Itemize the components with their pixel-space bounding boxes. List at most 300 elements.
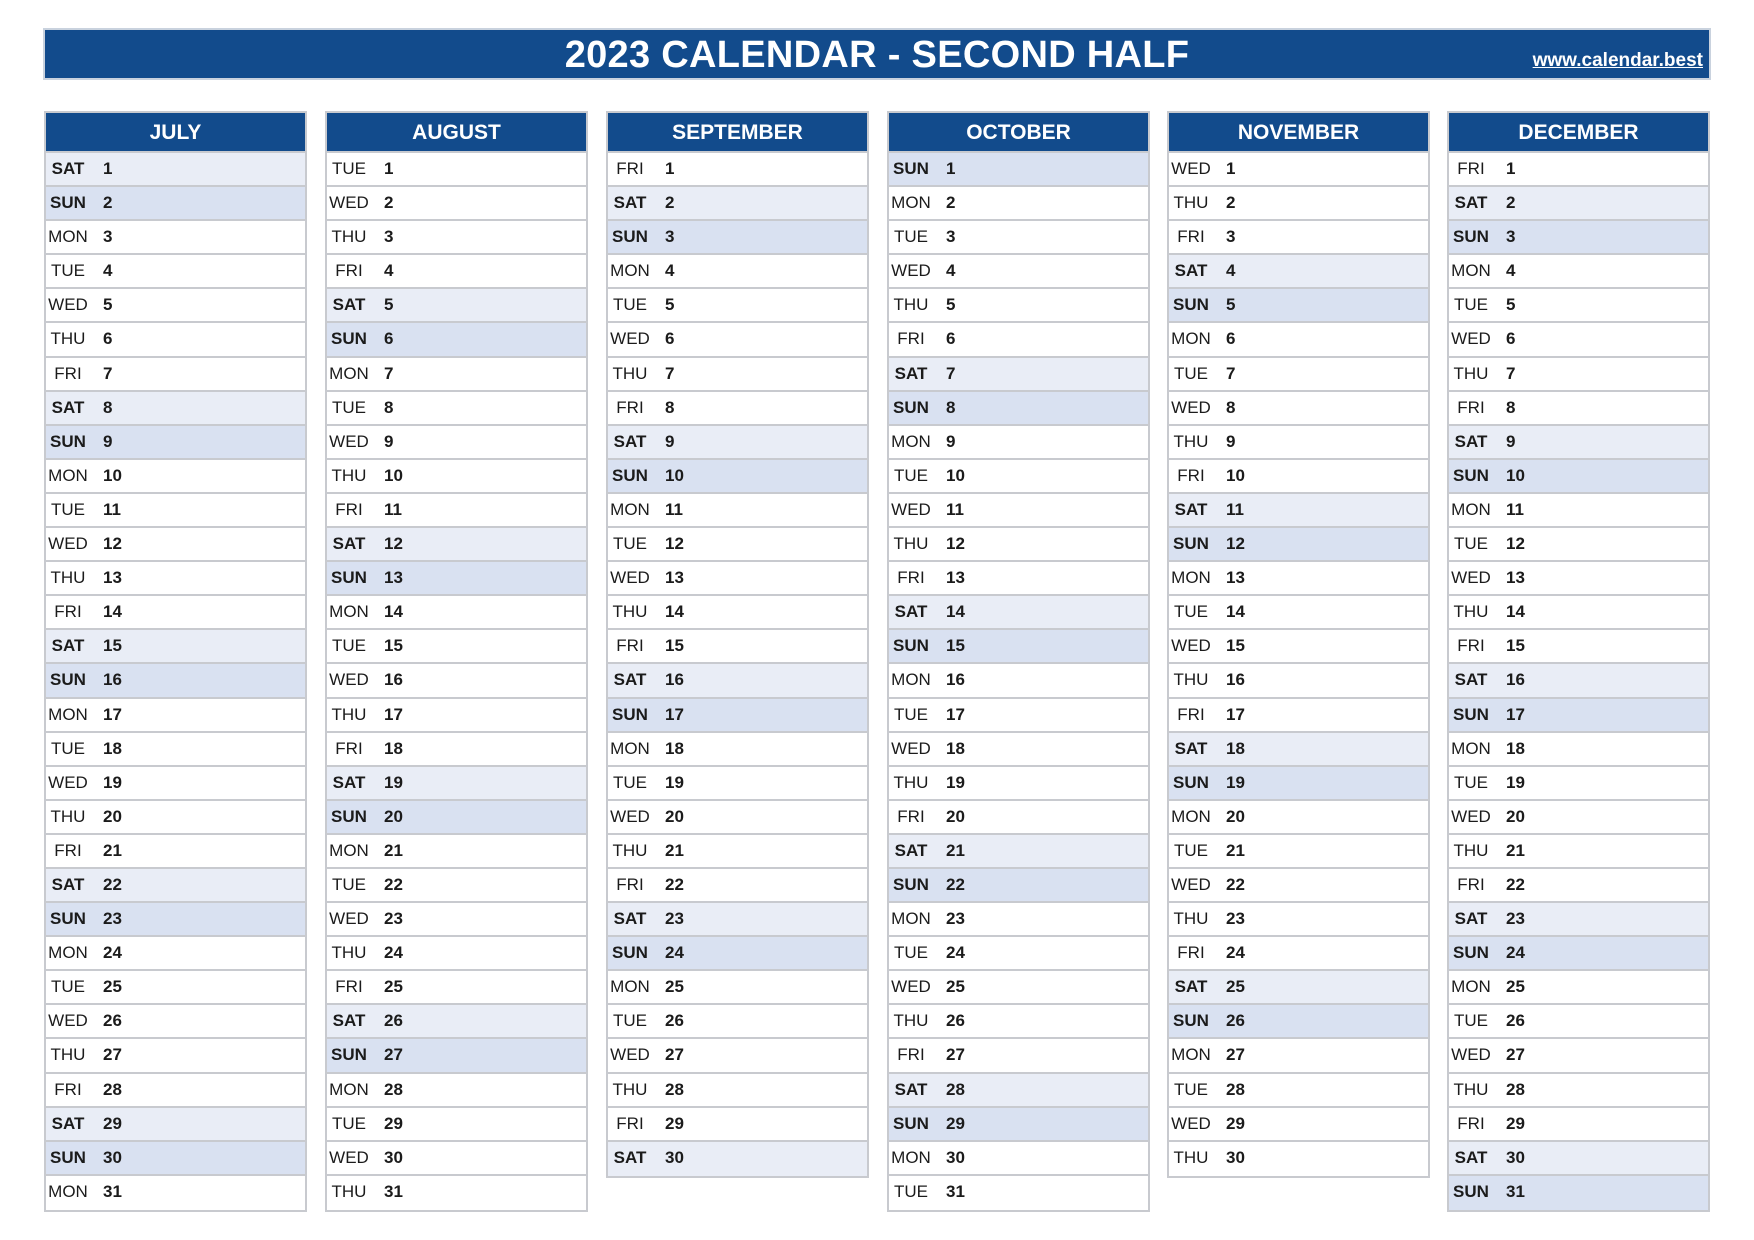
day-number: 13 (1506, 568, 1525, 588)
day-number: 12 (1506, 534, 1525, 554)
weekday-label: FRI (335, 499, 363, 519)
weekday-label: TUE (613, 295, 647, 315)
day-number: 27 (946, 1045, 965, 1065)
weekday-label: SAT (1174, 977, 1208, 997)
weekday-label: THU (612, 602, 648, 622)
weekday-label: WED (610, 568, 650, 588)
day-number: 17 (665, 704, 684, 724)
weekday-label: FRI (54, 363, 82, 383)
day-row (1449, 187, 1708, 221)
weekday-label: SAT (613, 431, 647, 451)
day-number: 19 (665, 772, 684, 792)
weekday-label: THU (1173, 431, 1209, 451)
weekday-label: WED (610, 1045, 650, 1065)
weekday-label: SAT (894, 602, 928, 622)
day-row (1449, 801, 1708, 835)
day-number: 11 (1226, 499, 1244, 519)
weekday-label: FRI (1457, 397, 1485, 417)
day-row (1169, 1074, 1428, 1108)
day-row (46, 733, 305, 767)
weekday-label: FRI (616, 1113, 644, 1133)
weekday-label: MON (610, 499, 650, 519)
day-row (1169, 835, 1428, 869)
weekday-label: FRI (335, 261, 363, 281)
day-row (1449, 289, 1708, 323)
day-number: 18 (1226, 738, 1245, 758)
month-header: OCTOBER (889, 113, 1148, 153)
weekday-label: SAT (613, 909, 647, 929)
day-row (46, 426, 305, 460)
day-row (46, 187, 305, 221)
weekday-label: THU (612, 840, 648, 860)
day-number: 7 (384, 363, 394, 383)
weekday-label: MON (610, 738, 650, 758)
day-number: 26 (103, 1011, 122, 1031)
weekday-label: TUE (332, 874, 366, 894)
day-row (608, 221, 867, 255)
day-number: 10 (1226, 465, 1245, 485)
day-row (1169, 289, 1428, 323)
day-number: 21 (1506, 840, 1525, 860)
day-number: 25 (946, 977, 965, 997)
day-row (1449, 733, 1708, 767)
weekday-label: WED (1451, 1045, 1491, 1065)
day-row (46, 1108, 305, 1142)
weekday-label: THU (50, 1045, 86, 1065)
weekday-label: THU (50, 806, 86, 826)
day-number: 24 (384, 943, 403, 963)
day-number: 19 (946, 772, 965, 792)
weekday-label: SUN (893, 874, 929, 894)
day-row (889, 596, 1148, 630)
day-row (1169, 358, 1428, 392)
day-number: 18 (665, 738, 684, 758)
weekday-label: SUN (893, 1113, 929, 1133)
day-row (608, 562, 867, 596)
day-number: 21 (665, 840, 684, 860)
day-row (46, 358, 305, 392)
day-row (608, 630, 867, 664)
day-number: 5 (1226, 295, 1236, 315)
day-row (327, 460, 586, 494)
weekday-label: FRI (616, 636, 644, 656)
weekday-label: SUN (50, 431, 86, 451)
weekday-label: SUN (612, 943, 648, 963)
weekday-label: SUN (1173, 534, 1209, 554)
weekday-label: WED (1171, 874, 1211, 894)
weekday-label: FRI (1457, 159, 1485, 178)
day-number: 3 (384, 227, 394, 247)
weekday-label: THU (893, 534, 929, 554)
day-number: 20 (1226, 806, 1245, 826)
day-number: 10 (384, 465, 403, 485)
day-row (1449, 835, 1708, 869)
weekday-label: TUE (51, 499, 85, 519)
weekday-label: MON (329, 840, 369, 860)
month-header: AUGUST (327, 113, 586, 153)
day-number: 8 (103, 397, 113, 417)
weekday-label: SAT (1454, 193, 1488, 213)
weekday-label: TUE (894, 704, 928, 724)
day-row (1449, 562, 1708, 596)
day-row (1449, 528, 1708, 562)
day-row (1169, 1142, 1428, 1176)
month-header: SEPTEMBER (608, 113, 867, 153)
month-november (1167, 111, 1430, 1178)
weekday-label: FRI (1457, 1113, 1485, 1133)
month-july (44, 111, 307, 1212)
day-number: 21 (103, 840, 122, 860)
day-number: 8 (665, 397, 675, 417)
day-row (327, 562, 586, 596)
weekday-label: MON (48, 1181, 88, 1201)
day-number: 25 (665, 977, 684, 997)
day-number: 12 (103, 534, 122, 554)
weekday-label: SAT (1174, 738, 1208, 758)
weekday-label: TUE (894, 465, 928, 485)
weekday-label: TUE (1174, 840, 1208, 860)
day-number: 8 (1226, 397, 1236, 417)
weekday-label: FRI (54, 1079, 82, 1099)
weekday-label: MON (1451, 261, 1491, 281)
day-row (327, 596, 586, 630)
day-number: 4 (946, 261, 956, 281)
day-row (46, 221, 305, 255)
day-row (327, 528, 586, 562)
weekday-label: FRI (1457, 636, 1485, 656)
day-number: 7 (665, 363, 675, 383)
day-row (1449, 1176, 1708, 1210)
day-number: 25 (1506, 977, 1525, 997)
day-number: 12 (946, 534, 965, 554)
weekday-label: FRI (897, 568, 925, 588)
weekday-label: WED (610, 806, 650, 826)
weekday-label: TUE (613, 1011, 647, 1031)
day-number: 5 (946, 295, 956, 315)
day-row (1449, 869, 1708, 903)
weekday-label: TUE (51, 977, 85, 997)
month-october (887, 111, 1150, 1212)
day-number: 24 (1506, 943, 1525, 963)
weekday-label: MON (1451, 499, 1491, 519)
day-row (1169, 1005, 1428, 1039)
day-number: 24 (1226, 943, 1245, 963)
day-row (46, 699, 305, 733)
day-number: 2 (384, 193, 394, 213)
weekday-label: SAT (332, 295, 366, 315)
weekday-label: THU (1173, 670, 1209, 690)
day-number: 18 (103, 738, 122, 758)
weekday-label: MON (891, 193, 931, 213)
day-row (327, 153, 586, 187)
weekday-label: SUN (50, 670, 86, 690)
day-number: 15 (1226, 636, 1245, 656)
day-row (1169, 187, 1428, 221)
weekday-label: WED (891, 977, 931, 997)
day-row (608, 255, 867, 289)
day-row (46, 971, 305, 1005)
weekday-label: SAT (51, 397, 85, 417)
day-number: 14 (665, 602, 684, 622)
day-number: 15 (946, 636, 965, 656)
weekday-label: MON (610, 261, 650, 281)
weekday-label: SAT (51, 636, 85, 656)
day-number: 16 (1506, 670, 1525, 690)
day-number: 11 (665, 499, 683, 519)
day-row (608, 1142, 867, 1176)
day-row (327, 733, 586, 767)
day-number: 31 (103, 1181, 122, 1201)
day-row (889, 460, 1148, 494)
day-row (1169, 323, 1428, 357)
weekday-label: MON (1171, 1045, 1211, 1065)
day-row (608, 937, 867, 971)
weekday-label: FRI (1177, 227, 1205, 247)
day-row (46, 460, 305, 494)
weekday-label: FRI (335, 977, 363, 997)
day-row (889, 733, 1148, 767)
day-row (1449, 937, 1708, 971)
weekday-label: THU (50, 568, 86, 588)
day-number: 3 (665, 227, 675, 247)
day-number: 7 (1226, 363, 1236, 383)
day-row (46, 937, 305, 971)
day-row (46, 528, 305, 562)
day-number: 18 (946, 738, 965, 758)
day-row (1169, 528, 1428, 562)
day-number: 29 (665, 1113, 684, 1133)
weekday-label: TUE (1174, 363, 1208, 383)
weekday-label: TUE (332, 1113, 366, 1133)
day-row (889, 869, 1148, 903)
day-row (889, 153, 1148, 187)
day-number: 3 (103, 227, 113, 247)
day-number: 20 (665, 806, 684, 826)
day-number: 28 (946, 1079, 965, 1099)
day-number: 23 (1226, 909, 1245, 929)
day-number: 6 (1506, 329, 1516, 349)
day-row (1449, 903, 1708, 937)
weekday-label: MON (48, 704, 88, 724)
weekday-label: MON (48, 465, 88, 485)
day-row (327, 358, 586, 392)
day-row (46, 255, 305, 289)
weekday-label: SAT (894, 1079, 928, 1099)
day-row (889, 835, 1148, 869)
day-row (1449, 664, 1708, 698)
day-number: 31 (1506, 1181, 1525, 1201)
day-row (46, 801, 305, 835)
weekday-label: SUN (50, 909, 86, 929)
day-row (46, 1142, 305, 1176)
day-row (1449, 767, 1708, 801)
day-row (327, 187, 586, 221)
weekday-label: TUE (1174, 1079, 1208, 1099)
weekday-label: WED (1171, 1113, 1211, 1133)
day-row (608, 460, 867, 494)
day-row (1169, 255, 1428, 289)
weekday-label: WED (891, 261, 931, 281)
weekday-label: WED (1451, 806, 1491, 826)
month-december (1447, 111, 1710, 1212)
weekday-label: SUN (331, 806, 367, 826)
day-row (1169, 699, 1428, 733)
weekday-label: SUN (1453, 227, 1489, 247)
day-number: 14 (1226, 602, 1245, 622)
day-number: 15 (1506, 636, 1525, 656)
day-row (327, 835, 586, 869)
day-number: 11 (384, 499, 402, 519)
day-number: 11 (946, 499, 964, 519)
day-row (46, 596, 305, 630)
day-row (1169, 664, 1428, 698)
weekday-label: THU (331, 704, 367, 724)
day-number: 25 (1226, 977, 1245, 997)
weekday-label: FRI (54, 840, 82, 860)
day-row (46, 392, 305, 426)
day-number: 19 (1226, 772, 1245, 792)
day-number: 11 (103, 499, 121, 519)
day-number: 9 (103, 431, 113, 451)
day-row (889, 494, 1148, 528)
day-row (889, 1108, 1148, 1142)
weekday-label: FRI (1177, 704, 1205, 724)
weekday-label: THU (893, 772, 929, 792)
weekday-label: SUN (50, 193, 86, 213)
website-link[interactable]: www.calendar.best (1532, 50, 1703, 71)
day-row (46, 562, 305, 596)
day-row (889, 664, 1148, 698)
day-number: 23 (665, 909, 684, 929)
day-row (46, 1074, 305, 1108)
day-row (1169, 801, 1428, 835)
weekday-label: SAT (1454, 909, 1488, 929)
day-number: 30 (665, 1147, 684, 1167)
day-row (1169, 937, 1428, 971)
day-row (1449, 1039, 1708, 1073)
day-number: 12 (384, 534, 403, 554)
day-number: 22 (946, 874, 965, 894)
weekday-label: TUE (332, 159, 366, 178)
day-row (889, 289, 1148, 323)
weekday-label: TUE (894, 227, 928, 247)
month-header: DECEMBER (1449, 113, 1708, 153)
day-row (1169, 392, 1428, 426)
weekday-label: WED (891, 499, 931, 519)
weekday-label: TUE (613, 772, 647, 792)
day-number: 1 (103, 159, 113, 178)
day-number: 21 (1226, 840, 1245, 860)
weekday-label: SUN (1173, 1011, 1209, 1031)
day-number: 1 (665, 159, 675, 178)
day-row (327, 630, 586, 664)
day-row (889, 187, 1148, 221)
weekday-label: TUE (1454, 534, 1488, 554)
weekday-label: SAT (51, 159, 85, 178)
day-number: 16 (384, 670, 403, 690)
day-number: 23 (1506, 909, 1525, 929)
day-row (327, 1142, 586, 1176)
weekday-label: THU (331, 227, 367, 247)
day-number: 26 (946, 1011, 965, 1031)
day-row (1169, 460, 1428, 494)
day-row (608, 767, 867, 801)
day-row (889, 937, 1148, 971)
day-row (46, 153, 305, 187)
day-number: 28 (1226, 1079, 1245, 1099)
day-number: 3 (946, 227, 956, 247)
weekday-label: THU (331, 943, 367, 963)
day-row (608, 153, 867, 187)
weekday-label: SAT (613, 193, 647, 213)
day-number: 12 (665, 534, 684, 554)
weekday-label: MON (891, 670, 931, 690)
day-row (327, 903, 586, 937)
day-number: 13 (665, 568, 684, 588)
day-row (46, 1005, 305, 1039)
day-row (608, 699, 867, 733)
day-number: 7 (946, 363, 956, 383)
day-number: 30 (384, 1147, 403, 1167)
day-row (1449, 971, 1708, 1005)
weekday-label: SUN (1453, 465, 1489, 485)
day-number: 10 (665, 465, 684, 485)
weekday-label: THU (893, 1011, 929, 1031)
weekday-label: FRI (1457, 874, 1485, 894)
day-number: 14 (946, 602, 965, 622)
day-row (889, 255, 1148, 289)
day-row (1449, 1005, 1708, 1039)
weekday-label: WED (48, 534, 88, 554)
day-number: 6 (384, 329, 394, 349)
weekday-label: MON (610, 977, 650, 997)
day-number: 6 (946, 329, 956, 349)
day-number: 7 (103, 363, 113, 383)
weekday-label: SAT (1174, 499, 1208, 519)
weekday-label: WED (1171, 636, 1211, 656)
day-number: 15 (384, 636, 403, 656)
weekday-label: WED (48, 1011, 88, 1031)
day-row (1449, 153, 1708, 187)
day-row (327, 971, 586, 1005)
day-number: 5 (384, 295, 394, 315)
day-number: 20 (103, 806, 122, 826)
weekday-label: WED (329, 431, 369, 451)
weekday-label: TUE (894, 943, 928, 963)
day-number: 10 (1506, 465, 1525, 485)
page-title: 2023 CALENDAR - SECOND HALF (564, 34, 1190, 76)
day-number: 5 (1506, 295, 1516, 315)
day-number: 10 (103, 465, 122, 485)
day-number: 17 (1226, 704, 1245, 724)
weekday-label: TUE (332, 397, 366, 417)
weekday-label: FRI (616, 159, 644, 178)
day-row (889, 1142, 1148, 1176)
day-number: 2 (665, 193, 675, 213)
weekday-label: SUN (1173, 295, 1209, 315)
weekday-label: SUN (331, 329, 367, 349)
day-number: 16 (1226, 670, 1245, 690)
day-number: 30 (103, 1147, 122, 1167)
weekday-label: WED (1451, 329, 1491, 349)
weekday-label: TUE (51, 261, 85, 281)
day-row (1449, 1074, 1708, 1108)
day-number: 27 (1226, 1045, 1245, 1065)
day-row (46, 835, 305, 869)
day-row (1169, 733, 1428, 767)
weekday-label: TUE (51, 738, 85, 758)
day-row (46, 767, 305, 801)
